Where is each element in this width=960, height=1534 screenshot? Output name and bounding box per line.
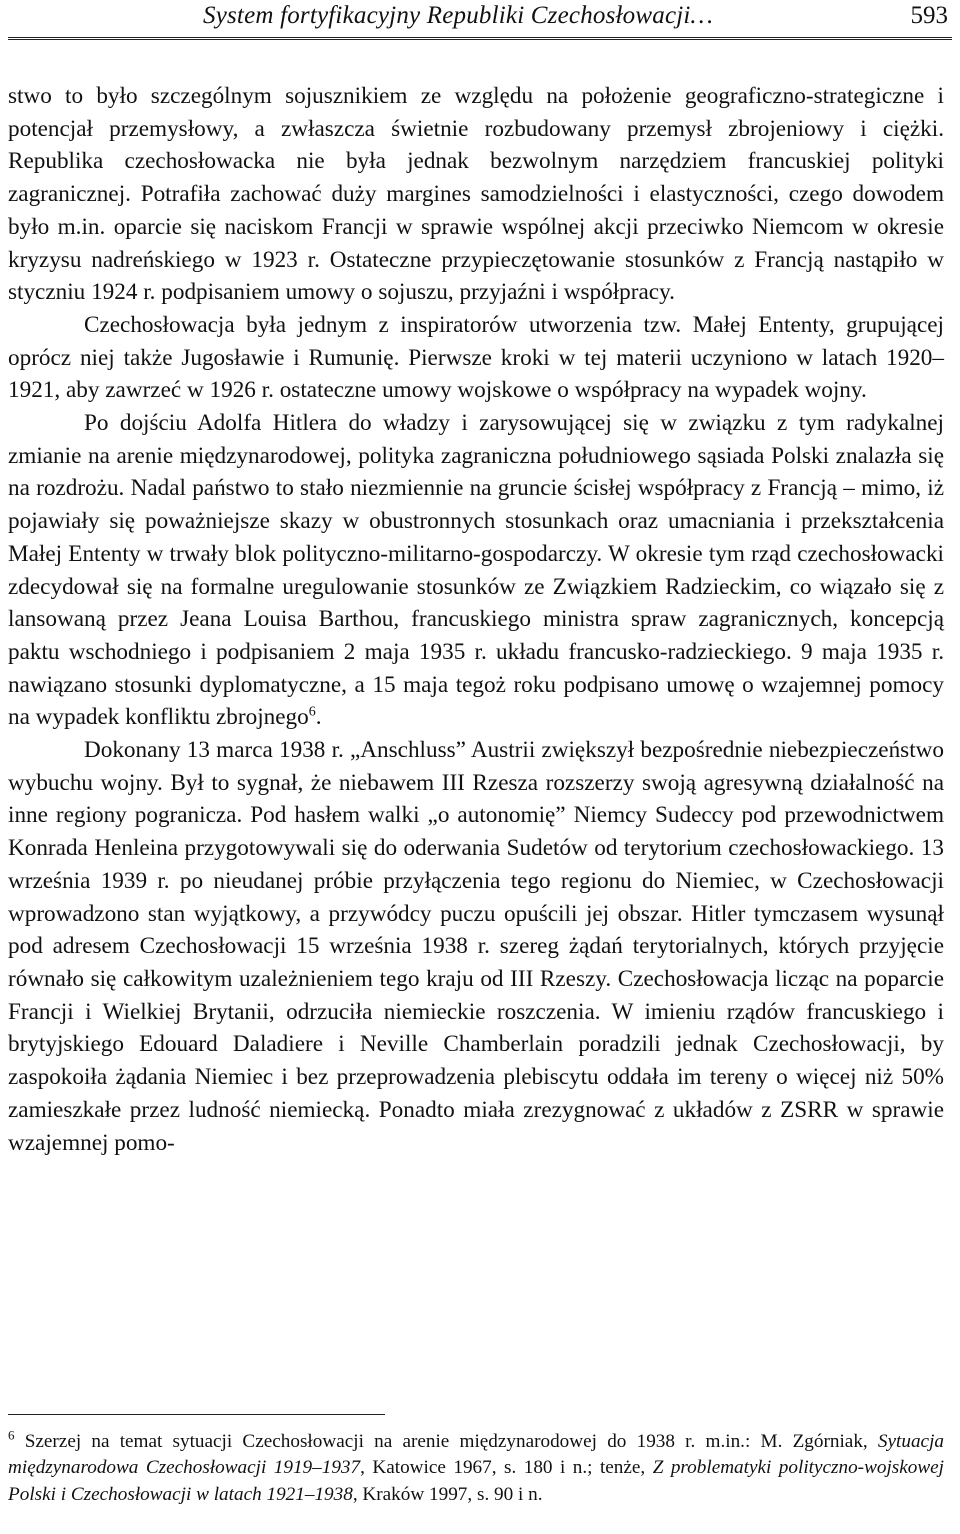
paragraph-2: Czechosłowacja była jednym z inspiratorów utworzenia tzw. Małej Ententy, grupującej oprócz niej także Jugosławie i Rumunię. Pierwsze kroki w tej materii uczyniono w latach 1920–1921, aby zawrzeć w 1926 r. ostateczne umowy wojskowe o współpracy na wypadek wojny. — [8, 311, 944, 404]
footnote — [8, 1429, 944, 1508]
running-header-title: System fortyfikacyjny Republiki Czechosłowacji… — [203, 2, 713, 29]
footnote-reference[interactable]: 6 — [308, 704, 316, 720]
paragraph-3 — [8, 407, 944, 734]
footnote-text-3: , Kraków 1997, s. 90 i n. — [352, 1483, 543, 1505]
paragraph-3-end: . — [315, 704, 322, 731]
footnote-text-2: , Katowice 1967, s. 180 i n.; tenże, — [360, 1457, 653, 1479]
paragraph-4: Dokonany 13 marca 1938 r. „Anschluss” Austrii zwiększył bezpośrednie niebezpieczeństwo wybuchu wojny. Był to sygnał, że niebawem III Rzesza rozszerzy swoją agresywną działalność na inne regiony pogranicza. Pod hasłem walki „o autonomię” Niemcy Sudeccy pod przewodnictwem Konrada Henleina przygotowywali się do oderwania Sudetów od terytorium czechosłowackiego. 13 września 1939 r. po nieudanej próbie przyłączenia tego regionu do Niemiec, w Czechosłowacji wprowadzono stan wyjątkowy, a przywódcy puczu opuścili jej obszar. Hitler tymczasem wysunął pod adresem Czechosłowacji 15 września 1938 r. szereg żądań terytorialnych, których przyjęcie równało się całkowitym uzależnieniem tego kraju od III Rzeszy. Czechosłowacja licząc na poparcie Francji i Wielkiej Brytanii, odrzuciła niemieckie roszczenia. W imieniu rządów francuskiego i brytyjskiego Edouard Daladiere i Neville Chamberlain poradzili jednak Czechosłowacji, by zaspokoiła żądania Niemiec i bez przeprowadzenia plebiscytu oddała im tereny o więcej niż 50% zamieszkałe przez ludność niemiecką. Ponadto miała zrezygnować z układów z ZSRR w sprawie wzajemnej pomo- — [8, 737, 944, 1156]
paragraph-1: stwo to było szczególnym sojusznikiem ze względu na położenie geograficzno-strategiczne i potencjał przemysłowy, a zwłaszcza świetnie rozbudowany przemysł zbrojeniowy i ciężki. Republika czechosłowacka nie była jednak bezwolnym narzędziem francuskiej polityki zagranicznej. Potrafiła zachować duży margines samodzielności i elastyczności, czego dowodem było m.in. oparcie się naciskom Francji w sprawie wspólnej akcji przeciwko Niemcom w okresie kryzysu nadreńskiego w 1923 r. Ostateczne przypieczętowanie stosunków z Francją nastąpiło w styczniu 1924 r. podpisaniem umowy o sojuszu, przyjaźni i współpracy. — [8, 83, 944, 306]
page-number: 593 — [910, 2, 948, 29]
footnote-title-2: Z problematyki polityczno-wojskowej Polski i Czechosłowacji w latach 1921–1938 — [8, 1457, 945, 1505]
running-header — [8, 0, 952, 36]
body-text — [8, 80, 944, 1159]
footnote-rule — [8, 1414, 385, 1415]
footnote-number: 6 — [8, 1427, 15, 1443]
footnote-text-1: Szerzej na temat sytuacji Czechosłowacji na arenie międzynarodowej do 1938 r. m.in.: M. Zgórniak, — [24, 1431, 878, 1452]
paragraph-3-text: Po dojściu Adolfa Hitlera do władzy i zarysowującej się w związku z tym radykalnej zmianie na arenie międzynarodowej, polityka zagraniczna południowego sąsiada Polski znalazła się na rozdrożu. Nadal państwo to stało niezmiennie na gruncie ścisłej współpracy z Francją – mimo, iż pojawiały się poważniejsze skazy w obustronnych stosunkach oraz umacniania i przekształcenia Małej Ententy w trwały blok polityczno-militarno-gospodarczy. W okresie tym rząd czechosłowacki zdecydował się na formalne uregulowanie stosunków ze Związkiem Radzieckim, co wiązało się z lansowaną przez Jeana Louisa Barthou, francuskiego ministra spraw zagranicznych, koncepcją paktu wschodniego i podpisaniem 2 maja 1935 r. układu francusko-radzieckiego. 9 maja 1935 r. nawiązano stosunki dyplomatyczne, a 15 maja tegoż roku podpisano umowę o wzajemnej pomocy na wypadek konfliktu zbrojnego — [8, 410, 944, 731]
footnote-title-1: Sytuacja międzynarodowa Czechosłowacji 1919–1937 — [8, 1431, 944, 1479]
header-rule — [8, 37, 952, 43]
